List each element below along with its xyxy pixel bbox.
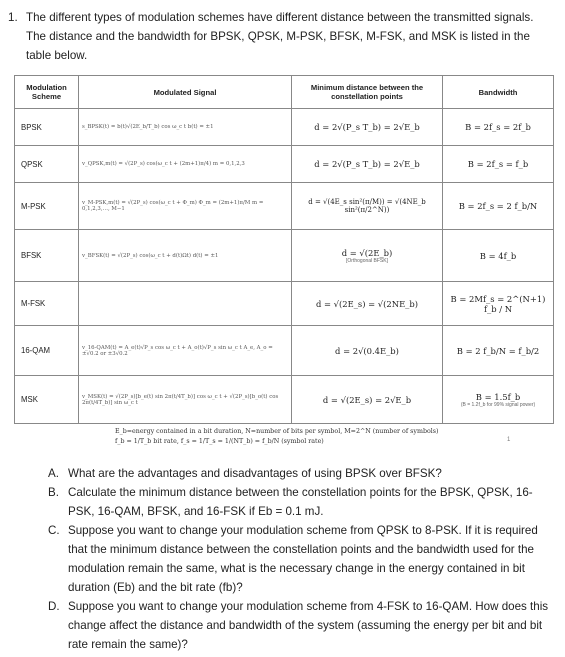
signal-cell — [79, 282, 292, 326]
header-scheme: Modulation Scheme — [15, 76, 79, 109]
signal-cell: v_BFSK(t) = √(2P_s) cos(ω_c t + d(t)Ωt) d(t) = ±1 — [79, 230, 292, 282]
list-item — [48, 464, 553, 483]
part-label: B. — [48, 486, 59, 499]
header-signal: Modulated Signal — [79, 76, 292, 109]
table-row — [15, 183, 554, 230]
scheme-cell: M-PSK — [15, 183, 79, 230]
distance-cell — [292, 230, 443, 282]
table-row — [15, 282, 554, 326]
scheme-cell: 16-QAM — [15, 326, 79, 376]
header-bandwidth: Bandwidth — [443, 76, 554, 109]
scheme-cell: BPSK — [15, 109, 79, 146]
signal-cell: v_16-QAM(t) = A_e(t)√P_s cos ω_c t + A_o(t)√P_s sin ω_c t A_e, A_o = ±√0.2 or ±3√0.2 — [79, 326, 292, 376]
part-text: Suppose you want to change your modulation scheme from 4-FSK to 16-QAM. How does this change affect the distance and bandwidth of the system (assuming the energy per bit and bit rate remain the same)? — [68, 600, 549, 651]
distance-value: d = √(2E_b) — [341, 247, 393, 258]
list-item — [48, 483, 553, 521]
legend-line-1: E_b=energy contained in a bit duration, N=number of bits per symbol, M=2^N (number of symbols) — [115, 428, 439, 435]
part-label: A. — [48, 467, 59, 480]
table-header-row — [15, 76, 554, 109]
table-legend — [115, 427, 555, 447]
signal-cell: v_QPSK,m(t) = √(2P_s) cos(ω_c t + (2m+1)π/4) m = 0,1,2,3 — [79, 146, 292, 183]
distance-cell: d = √(2E_s) = 2√E_b — [292, 376, 443, 424]
header-distance: Minimum distance between the constellation points — [292, 76, 443, 109]
part-text: Suppose you want to change your modulation scheme from QPSK to 8-PSK. If it is required that the minimum distance between the constellation points and the bandwidth used for the modulation remain the same, what is the necessary change in the energy contained in bit duration (Eb) and the bit rate (fb)? — [68, 524, 538, 594]
list-item — [48, 597, 553, 654]
question-number: 1. — [8, 11, 18, 24]
bandwidth-value: B = 1.5f_b — [475, 391, 521, 402]
bandwidth-note: (B = 1.2f_b for 99% signal power) — [460, 401, 536, 408]
distance-cell: d = √(2E_s) = √(2NE_b) — [292, 282, 443, 326]
bandwidth-cell: B = 2f_s = 2f_b — [443, 109, 554, 146]
bandwidth-cell: B = 2Mf_s = 2^(N+1) f_b / N — [443, 282, 554, 326]
table-row — [15, 326, 554, 376]
modulation-table — [14, 75, 554, 424]
part-text: Calculate the minimum distance between the constellation points for the BPSK, QPSK, 16-PSK, 16-QAM, BFSK, and 16-FSK if Eb = 0.1 mJ. — [68, 486, 533, 518]
scheme-cell: BFSK — [15, 230, 79, 282]
bandwidth-cell: B = 2 f_b/N = f_b/2 — [443, 326, 554, 376]
part-label: D. — [48, 600, 60, 613]
distance-cell: d = 2√(0.4E_b) — [292, 326, 443, 376]
distance-cell: d = 2√(P_s T_b) = 2√E_b — [292, 109, 443, 146]
question-header — [8, 8, 556, 65]
stray-mark: 1 — [507, 437, 511, 443]
legend-line-2: f_b = 1/T_b bit rate, f_s = 1/T_s = 1/(NT_b) = f_b/N (symbol rate) — [115, 438, 324, 445]
distance-note: [Orthogonal BFSK] — [346, 257, 388, 264]
signal-cell: v_M-PSK,m(t) = √(2P_s) cos(ω_c t + Φ_m) Φ_m = (2m+1)π/M m = 0,1,2,3,…, M−1 — [79, 183, 292, 230]
question-text: The different types of modulation schemes have different distance between the transmitted signals. The distance and the bandwidth for BPSK, QPSK, M-PSK, BFSK, M-FSK, and MSK is listed in the table below. — [26, 11, 534, 62]
distance-cell: d = 2√(P_s T_b) = 2√E_b — [292, 146, 443, 183]
signal-cell: v_MSK(t) = √(2P_s)[b_e(t) sin 2π(t/4T_b)] cos ω_c t + √(2P_s)[b_o(t) cos 2π(t/4T_b)] sin ω_c t — [79, 376, 292, 424]
part-label: C. — [48, 524, 60, 537]
question-parts — [48, 464, 553, 654]
scheme-cell: QPSK — [15, 146, 79, 183]
bandwidth-cell — [443, 376, 554, 424]
part-text: What are the advantages and disadvantages of using BPSK over BFSK? — [68, 467, 442, 480]
bandwidth-cell: B = 2f_s = f_b — [443, 146, 554, 183]
table-row — [15, 146, 554, 183]
table-row — [15, 109, 554, 146]
bandwidth-cell: B = 2f_s = 2 f_b/N — [443, 183, 554, 230]
scheme-cell: MSK — [15, 376, 79, 424]
bandwidth-cell: B = 4f_b — [443, 230, 554, 282]
table-row — [15, 376, 554, 424]
scheme-cell: M-FSK — [15, 282, 79, 326]
list-item — [48, 521, 553, 597]
signal-cell: s_BPSK(t) = b(t)√(2E_b/T_b) cos ω_c t b(t) = ±1 — [79, 109, 292, 146]
distance-cell: d = √(4E_s sin²(π/M)) = √(4NE_b sin²(π/2^N)) — [292, 183, 443, 230]
table-row — [15, 230, 554, 282]
